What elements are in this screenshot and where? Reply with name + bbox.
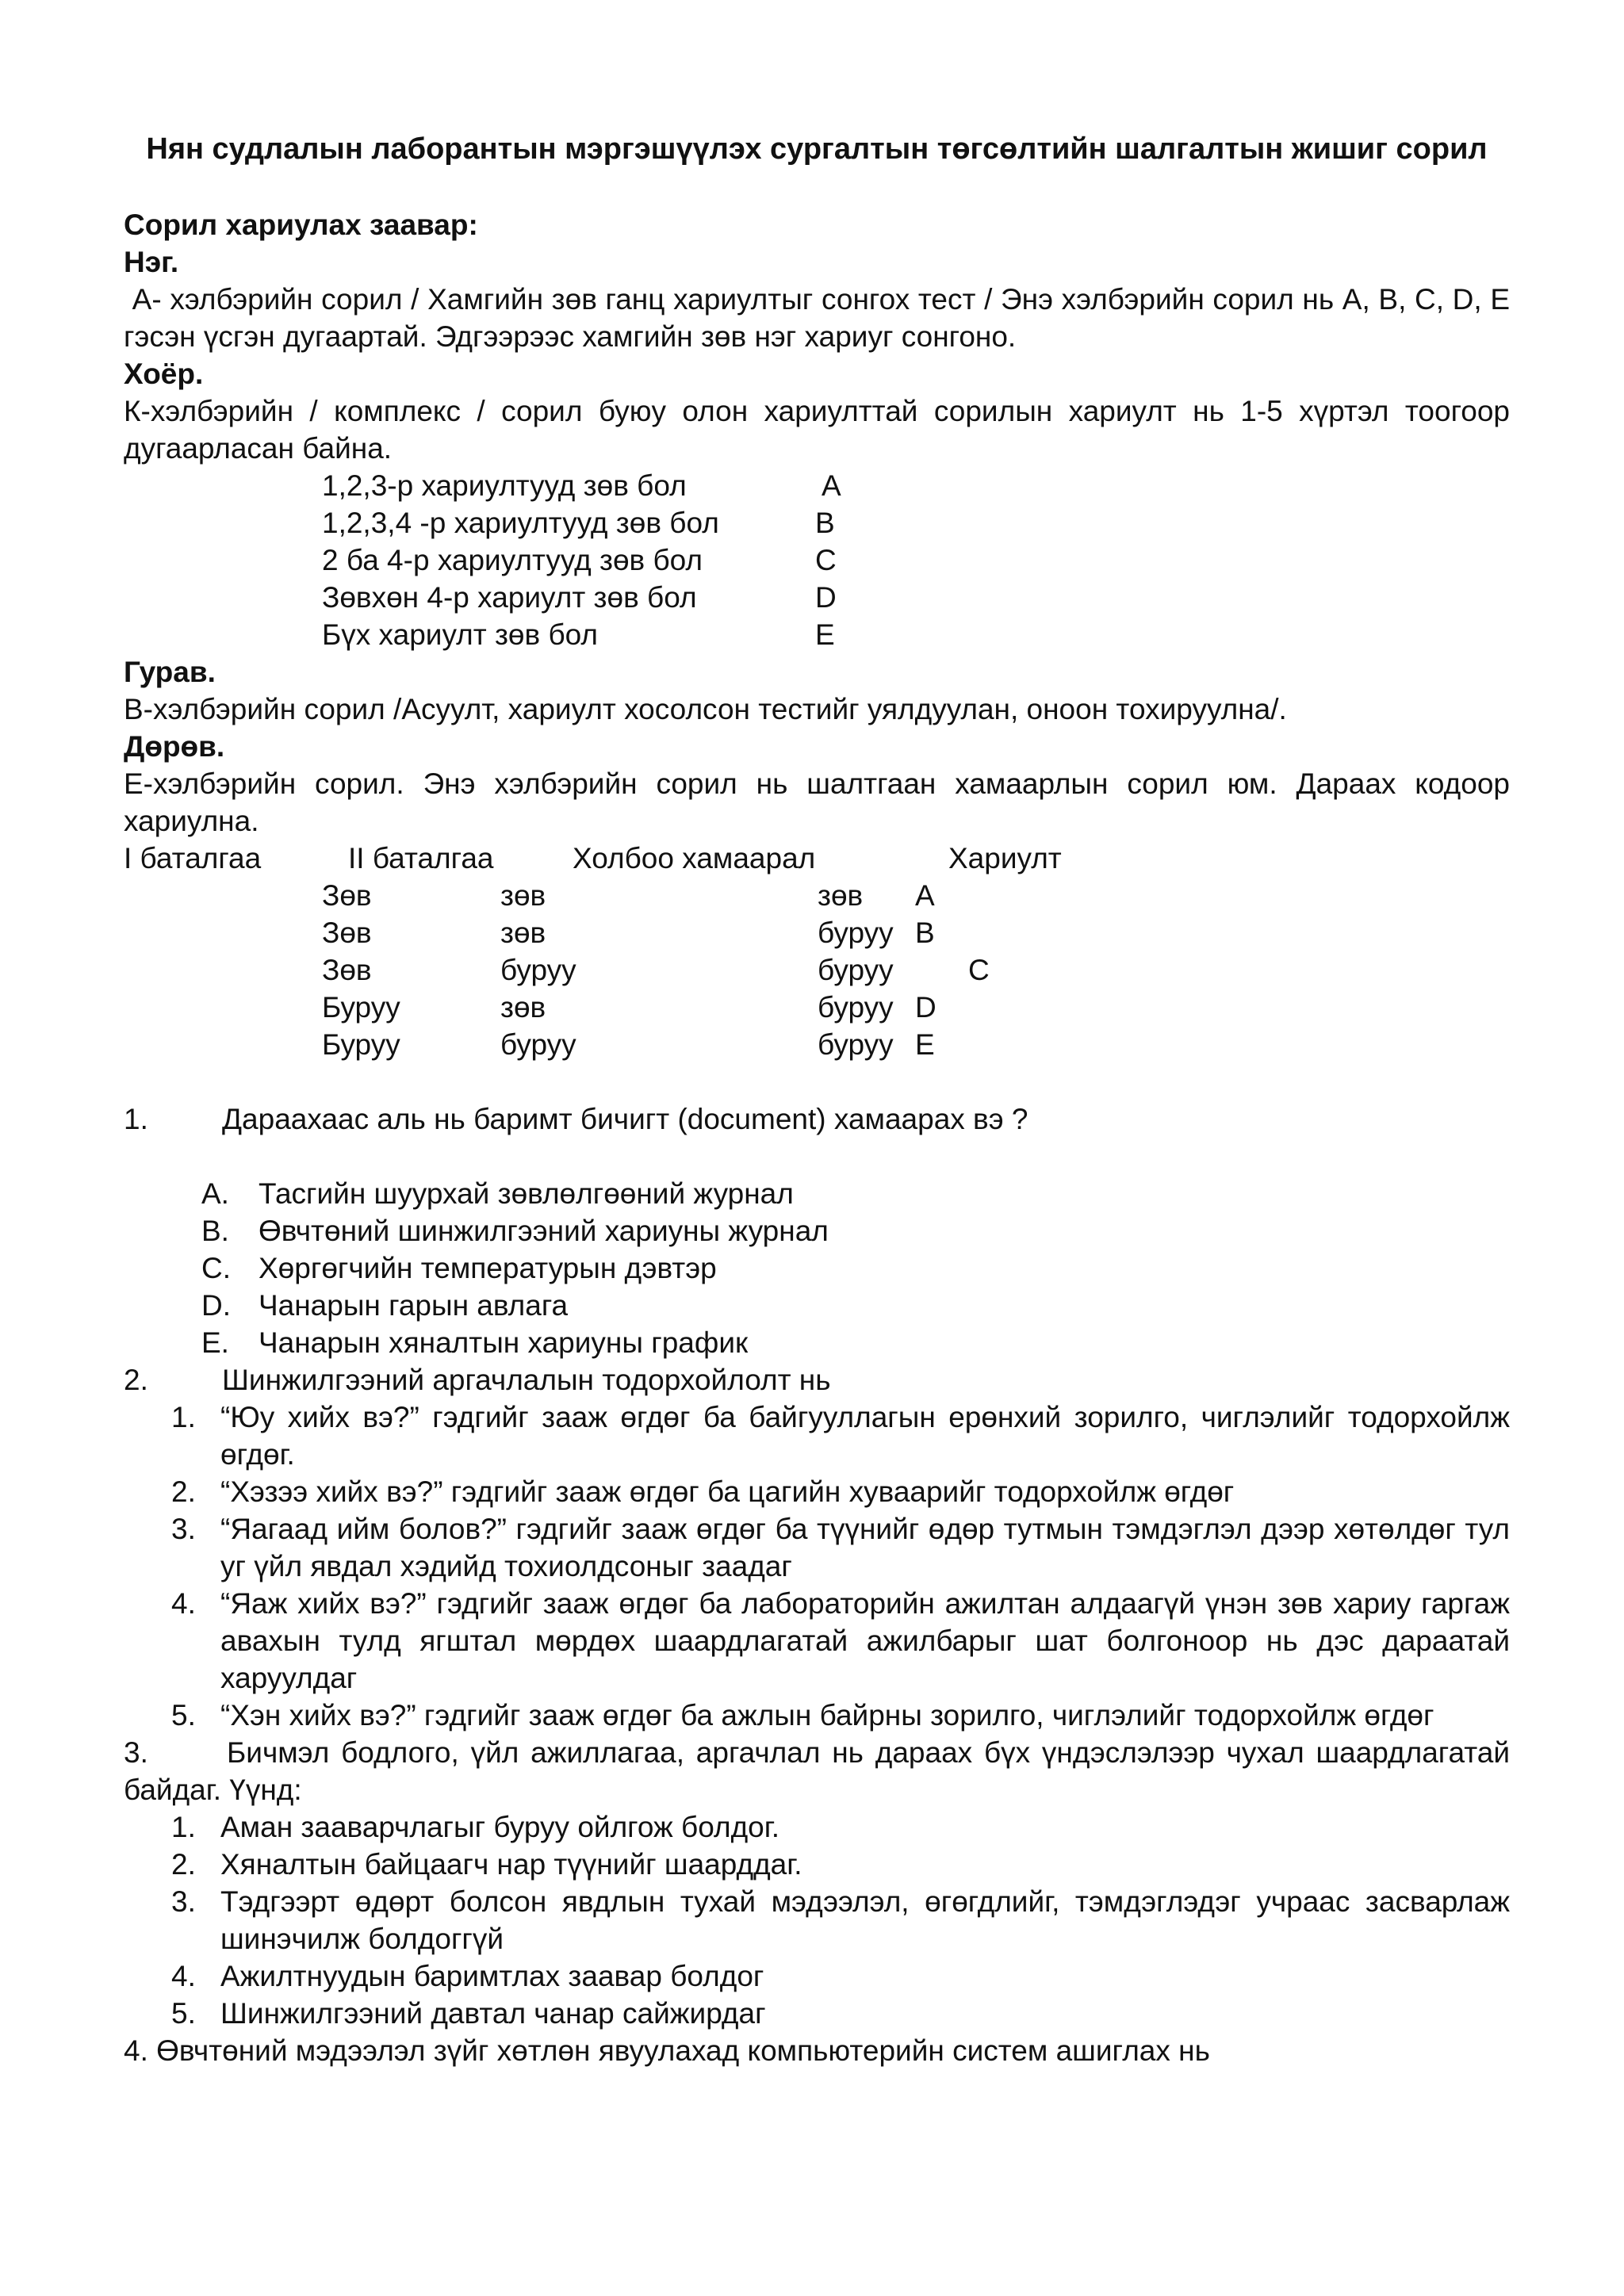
section-4-text: Е-хэлбэрийн сорил. Энэ хэлбэрийн сорил нь шалтгаан хамаарлын сорил юм. Дараах кодоор хариулна. [124,767,1510,837]
item-text: “Хэзээ хийх вэ?” гэдгийг зааж өгдөг ба цагийн хуваарийг тодорхойлж өгдөг [220,1475,1235,1508]
k-key-condition: Бүх хариулт зөв бол [322,618,598,651]
option-label: D. [201,1289,231,1322]
question-text: Өвчтөний мэдээлэл зүйг хөтлөн явуулахад компьютерийн систем ашиглах нь [156,2034,1210,2067]
item-text: Шинжилгээний давтал чанар сайжирдаг [220,1997,766,2030]
question-number: 1. [124,1103,148,1135]
e-cell-ans: А [915,879,935,912]
k-key-letter: С [815,544,837,576]
e-cell-ans: D [915,991,936,1024]
e-cell-s1: Зөв [322,879,372,912]
e-cell-rel: буруу [818,991,894,1024]
option-b [124,1212,1510,1249]
item-text: Тэдгээрт өдөрт болсон явдлын тухай мэдээлэл, өгөгдлийг, тэмдэглэдэг учраас засварлаж шинэчилж болдоггүй [220,1885,1510,1955]
question-text: Шинжилгээний аргачлалын тодорхойлолт нь [222,1364,831,1396]
option-text: Чанарын гарын авлага [259,1289,569,1322]
question-3-items [124,1808,1510,2032]
section-4-heading: Дөрөв. [124,730,225,763]
option-label: B. [201,1215,229,1247]
e-cell-s2: буруу [500,954,576,986]
question-1-options [124,1175,1510,1361]
e-table-row [124,1026,1510,1063]
option-label: C. [201,1252,231,1284]
option-label: A. [201,1177,229,1210]
e-col-relation: Холбоо хамаарал [573,842,816,874]
section-1-text: А- хэлбэрийн сорил / Хамгийн зөв ганц хариултыг сонгох тест / Энэ хэлбэрийн сорил нь А, В, С, D, Е гэсэн үсгэн дугаартай. Эдгээрээс хамгийн зөв нэг хариуг сонгоно. [124,283,1526,353]
k-key-condition: Зөвхөн 4-р хариулт зөв бол [322,581,697,614]
item-number: 3. [171,1885,196,1918]
option-text: Чанарын хяналтын хариуны график [259,1326,749,1359]
list-item [124,1808,1510,1846]
k-key-row [322,616,1510,653]
item-text: “Яагаад ийм болов?” гэдгийг зааж өгдөг ба түүнийг өдөр тутмын тэмдэглэл дээр хөтөлдөг тул уг үйл явдал хэдийд тохиолдсоныг заадаг [220,1513,1510,1582]
e-cell-s1: Зөв [322,916,372,949]
item-number: 4. [171,1960,196,1992]
e-cell-rel: буруу [818,1028,894,1061]
e-type-table [124,840,1510,1063]
e-cell-s1: Буруу [322,1028,400,1061]
section-3-text: В-хэлбэрийн сорил /Асуулт, хариулт хосолсон тестийг уялдуулан, оноон тохируулна/. [124,693,1287,725]
e-cell-rel: буруу [818,954,894,986]
section-2-text: К-хэлбэрийн / комплекс / сорил буюу олон хариулттай сорилын хариулт нь 1-5 хүртэл тоогоор дугаарласан байна. [124,395,1510,465]
k-key-row [322,467,1510,504]
e-cell-ans: В [915,916,935,949]
option-text: Тасгийн шуурхай зөвлөлгөөний журнал [259,1177,794,1210]
e-col-statement-2: ІІ баталгаа [348,842,494,874]
e-cell-rel: буруу [818,916,894,949]
item-number: 2. [171,1475,196,1508]
k-key-row [322,541,1510,579]
k-key-letter: А [822,469,841,502]
section-3-heading: Гурав. [124,656,216,688]
question-2-items [124,1399,1510,1734]
k-key-letter: D [815,581,837,614]
question-3 [124,1734,1510,1808]
k-key-letter: Е [815,618,835,651]
list-item [124,1585,1510,1697]
option-d [124,1287,1510,1324]
item-text: Хяналтын байцаагч нар түүнийг шаарддаг. [220,1848,802,1881]
item-number: 3. [171,1513,196,1545]
e-cell-ans: Е [915,1028,935,1061]
item-number: 5. [171,1997,196,2030]
e-cell-ans: С [968,954,990,986]
question-number: 3. [124,1736,148,1769]
k-key-condition: 2 ба 4-р хариултууд зөв бол [322,544,703,576]
list-item [124,1846,1510,1883]
e-table-row [124,951,1510,989]
list-item [124,1473,1510,1510]
option-e [124,1324,1510,1361]
e-cell-s2: зөв [500,991,546,1024]
option-text: Өвчтөний шинжилгээний хариуны журнал [259,1215,829,1247]
item-text: “Юу хийх вэ?” гэдгийг зааж өгдөг ба байгууллагын ерөнхий зорилго, чиглэлийг тодорхойлж өгдөг. [220,1401,1510,1471]
e-cell-s2: зөв [500,879,546,912]
e-table-row [124,877,1510,914]
item-number: 1. [171,1811,196,1843]
item-text: Аман зааварчлагыг буруу ойлгож болдог. [220,1811,780,1843]
k-key-condition: 1,2,3-р хариултууд зөв бол [322,469,687,502]
e-col-statement-1: І баталгаа [124,842,262,874]
item-text: “Хэн хийх вэ?” гэдгийг зааж өгдөг ба ажлын байрны зорилго, чиглэлийг тодорхойлж өгдөг [220,1699,1434,1732]
item-text: Ажилтнуудын баримтлах заавар болдог [220,1960,764,1992]
section-1-heading: Нэг. [124,246,179,278]
e-table-row [124,989,1510,1026]
question-text: Дараахаас аль нь баримт бичигт (document) хамаарах вэ ? [222,1103,1028,1135]
item-number: 1. [171,1401,196,1433]
list-item [124,1399,1510,1473]
k-key-condition: 1,2,3,4 -р хариултууд зөв бол [322,507,719,539]
list-item [124,1883,1510,1957]
item-number: 2. [171,1848,196,1881]
e-cell-rel: зөв [818,879,864,912]
item-number: 5. [171,1699,196,1732]
question-1 [124,1100,1510,1138]
item-text: “Яаж хийх вэ?” гэдгийг зааж өгдөг ба лабораторийн ажилтан алдаагүй үнэн зөв хариу гаргаж авахын тулд ягштал мөрдөх шаардлагатай ажилбарыг шат болгоноор нь дэс дараатай харуулдаг [220,1587,1510,1694]
question-4 [124,2032,1510,2069]
page-title: Нян судлалын лаборантын мэргэшүүлэх сургалтын төгсөлтийн шалгалтын жишиг сорил [146,132,1488,166]
question-text: Бичмэл бодлого, үйл ажиллагаа, аргачлал нь дараах бүх үндэслэлээр чухал шаардлагатай байдаг. Үүнд: [124,1736,1510,1806]
e-cell-s1: Зөв [322,954,372,986]
option-c [124,1249,1510,1287]
question-2 [124,1361,1510,1399]
list-item [124,1995,1510,2032]
e-table-row [124,914,1510,951]
section-2-heading: Хоёр. [124,358,204,390]
k-key-row [322,579,1510,616]
k-key-letter: В [815,507,835,539]
e-cell-s1: Буруу [322,991,400,1024]
list-item [124,1697,1510,1734]
e-col-answer: Хариулт [948,842,1062,874]
e-cell-s2: буруу [500,1028,576,1061]
k-key-row [322,504,1510,541]
item-number: 4. [171,1587,196,1620]
option-label: E. [201,1326,229,1359]
e-table-header [124,840,1510,877]
list-item [124,1957,1510,1995]
option-text: Хөргөгчийн температурын дэвтэр [259,1252,717,1284]
e-cell-s2: зөв [500,916,546,949]
option-a [124,1175,1510,1212]
question-number: 4. [124,2034,148,2067]
instructions-heading: Сорил хариулах заавар: [124,209,478,241]
question-number: 2. [124,1364,148,1396]
document-content [124,130,1526,2069]
list-item [124,1510,1510,1585]
